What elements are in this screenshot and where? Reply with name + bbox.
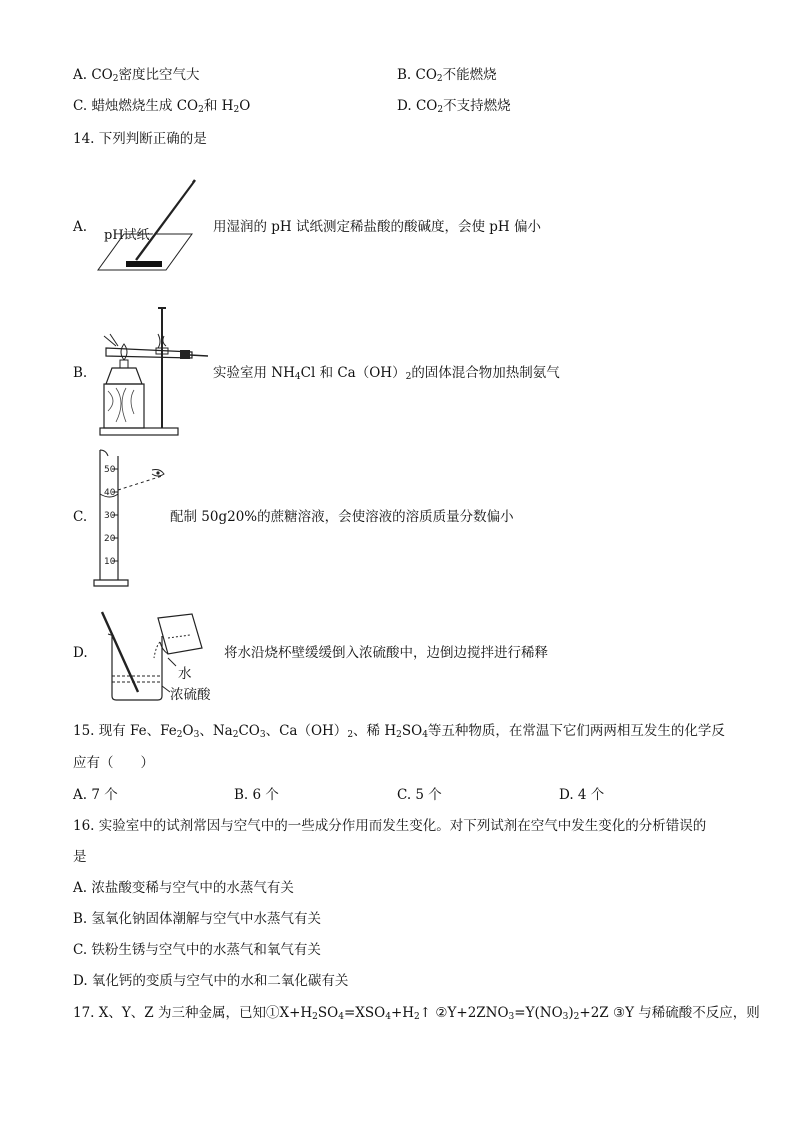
test-tube: [106, 348, 192, 358]
q15-stem-line1: 15. 现有 Fe、$Fe_2O_3$、$Na_2CO_3$、$Ca(OH)_2$、稀 $H_2SO_4$等五种物质，在常温下它们两两相互发生的化学反: [73, 723, 725, 740]
q17-stem: 17. X、Y、Z 为三种金属，已知$①X+H_2SO_4=XSO_4+H_2↑$ $②Y+2ZNO_3=Y(NO_3)_2+2Z$ ③Y 与稀硫酸不反应，则: [73, 1005, 760, 1022]
q16-option-d: D. 氧化钙的变质与空气中的水和二氧化碳有关: [73, 973, 349, 989]
q14-d-text: 将水沿烧杯壁缓缓倒入浓硫酸中，边倒边搅拌进行稀释: [224, 645, 548, 661]
tick-20: 20: [104, 534, 116, 544]
tick-30: 30: [104, 511, 116, 521]
q16-stem-line2: 是: [73, 849, 87, 865]
ph-paper-figure: [96, 176, 196, 276]
ph-paper-strip: [126, 261, 162, 267]
q14-d-label: D.: [73, 645, 88, 661]
ph-paper-label: pH试纸: [104, 228, 150, 243]
q14-stem: 14. 下列判断正确的是: [73, 131, 207, 147]
stirring-rod: [102, 612, 138, 692]
q14-c-text: 配制 50g20%的蔗糖溶液，会使溶液的溶质质量分数偏小: [170, 509, 514, 525]
q15-option-b: B. 6 个: [234, 787, 279, 803]
ammonia-heating-apparatus: [98, 306, 210, 440]
alcohol-lamp: [106, 368, 142, 384]
q16-option-b: B. 氢氧化钠固体潮解与空气中水蒸气有关: [73, 911, 322, 927]
wood-block: [104, 384, 144, 428]
water-beaker: [158, 614, 202, 654]
q13-option-b: B. $CO_2$不能燃烧: [397, 67, 497, 84]
tick-40: 40: [104, 488, 116, 498]
q14-b-label: B.: [73, 365, 88, 381]
q15-stem-line2: 应有（ ）: [73, 755, 154, 771]
graduated-cylinder: [92, 448, 172, 588]
q14-b-text: 实验室用 $NH_4Cl$ 和 $Ca(OH)_2$的固体混合物加热制氨气: [213, 365, 560, 382]
water-label: 水: [178, 666, 192, 682]
q14-a-text: 用湿润的 pH 试纸测定稀盐酸的酸碱度，会使 pH 偏小: [213, 219, 541, 235]
q13-option-c: C. 蜡烛燃烧生成 $CO_2$和 $H_2O$: [73, 98, 251, 115]
q15-option-c: C. 5 个: [397, 787, 442, 803]
tick-10: 10: [104, 557, 116, 567]
q13-option-d: D. $CO_2$不支持燃烧: [397, 98, 511, 115]
q16-stem-line1: 16. 实验室中的试剂常因与空气中的一些成分作用而发生变化。对下列试剂在空气中发生变化的分析错误的: [73, 818, 707, 834]
tick-50: 50: [104, 465, 116, 475]
q16-option-a: A. 浓盐酸变稀与空气中的水蒸气有关: [73, 880, 294, 896]
q16-option-c: C. 铁粉生锈与空气中的水蒸气和氧气有关: [73, 942, 321, 958]
q15-option-d: D. 4 个: [559, 787, 605, 803]
acid-label: 浓硫酸: [170, 687, 211, 703]
glass-rod: [136, 180, 195, 260]
q13-option-a: A. $CO_2$密度比空气大: [73, 67, 200, 84]
q14-c-label: C.: [73, 509, 88, 525]
q14-a-label: A.: [73, 219, 88, 235]
q15-option-a: A. 7 个: [73, 787, 118, 803]
